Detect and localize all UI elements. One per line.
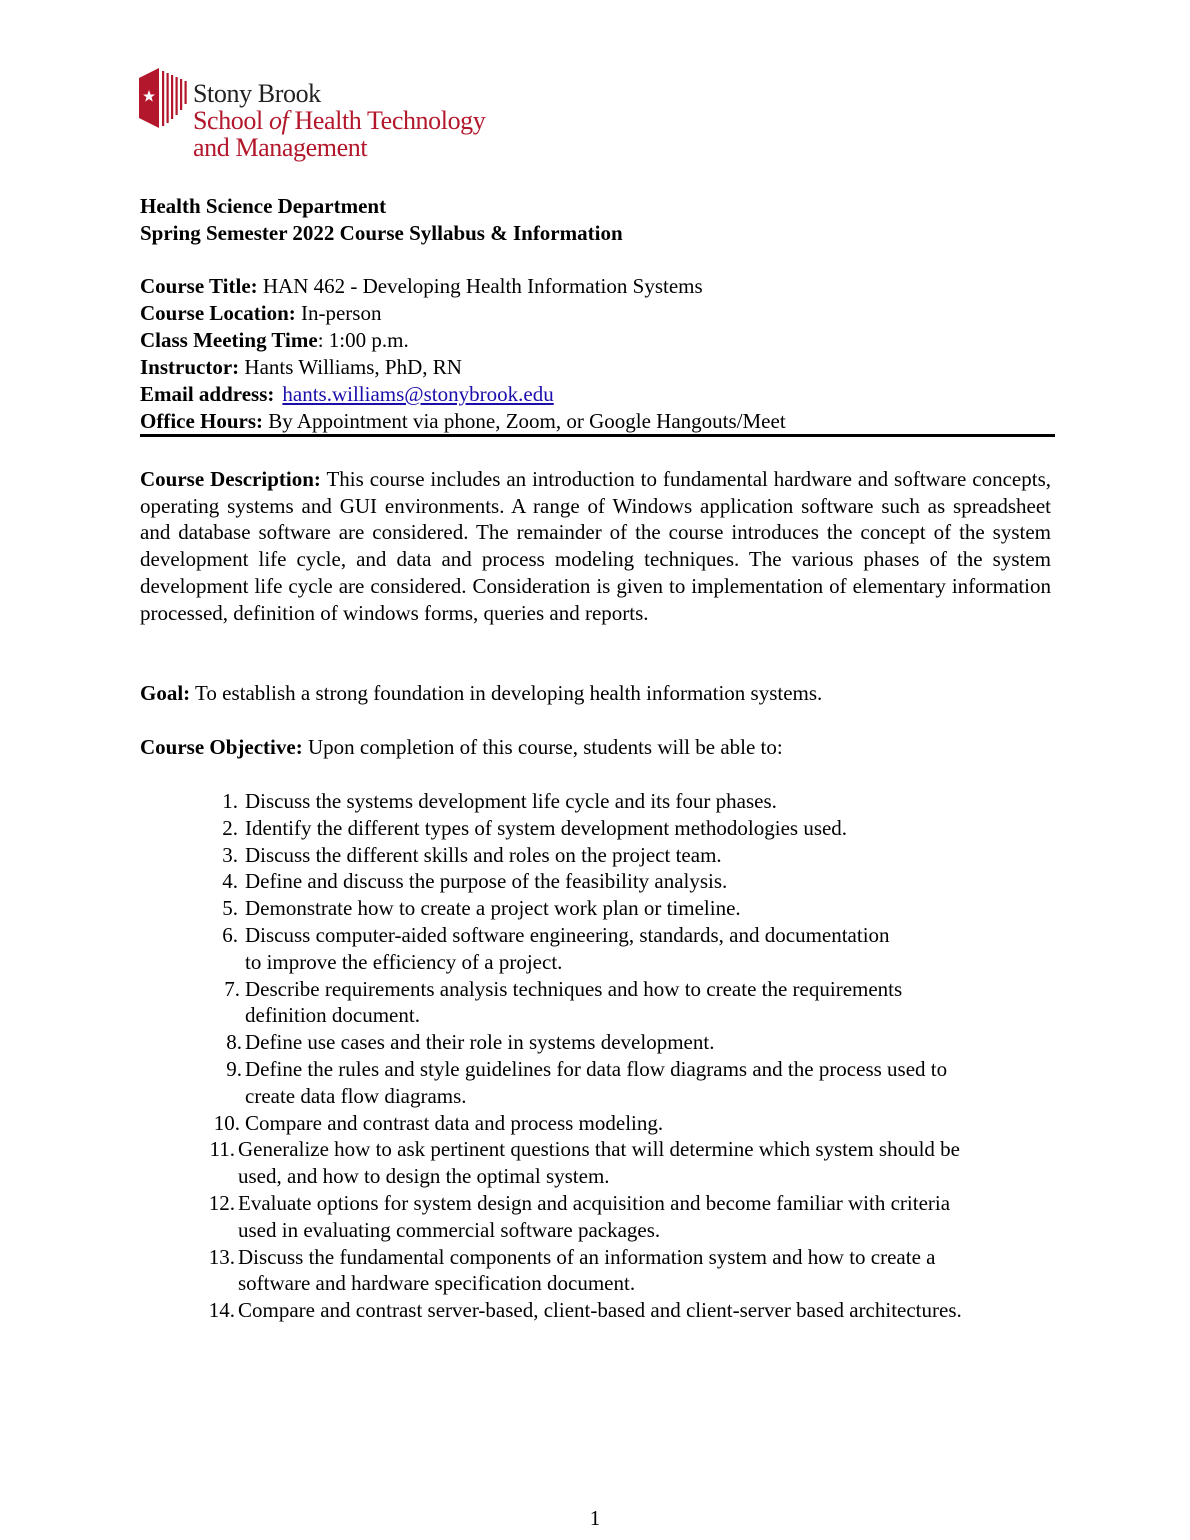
course-location-row: Course Location: In-person [140,301,382,325]
section-divider [140,434,1055,437]
list-item: 9. Define the rules and style guidelines for data flow diagrams and the process used to create data flow diagrams. [226,1056,948,1108]
logo-line-university: Stony Brook [193,79,321,108]
stony-brook-logo [139,68,539,168]
email-link[interactable]: hants.williams@stonybrook.edu [282,382,554,406]
logo-line-management: and Management [193,133,368,162]
list-item: 10. Compare and contrast data and process modeling. [213,1110,664,1135]
course-objective-intro: Course Objective: Upon completion of this course, students will be able to: [140,735,783,759]
list-item: 7. Describe requirements analysis techniques and how to create the requirements definition document. [224,976,903,1028]
list-item: 8. Define use cases and their role in systems development. [226,1030,715,1055]
list-item: 4. Define and discuss the purpose of the feasibility analysis. [222,869,728,894]
list-item: 5. Demonstrate how to create a project work plan or timeline. [222,896,741,921]
list-item: 13. Discuss the fundamental components of an information system and how to create a software and hardware specification document. [208,1244,936,1296]
list-item: 14. Compare and contrast server-based, client-based and client-server based architectures. [208,1298,962,1323]
department-heading: Health Science Department [140,194,387,218]
logo-line-school: School of Health Technology [193,106,486,135]
office-hours-row: Office Hours: By Appointment via phone, Zoom, or Google Hangouts/Meet [140,409,786,433]
list-item: 11. Generalize how to ask pertinent questions that will determine which system should be used, and how to design the optimal system. [209,1137,960,1189]
list-item: 3. Discuss the different skills and roles on the project team. [222,842,722,867]
list-item: 1. Discuss the systems development life cycle and its four phases. [222,789,777,813]
list-item: 12. Evaluate options for system design and acquisition and become familiar with criteria used in evaluating commercial software packages. [208,1190,951,1242]
semester-heading: Spring Semester 2022 Course Syllabus & Information [140,221,623,245]
instructor-row: Instructor: Hants Williams, PhD, RN [140,355,462,379]
course-title-row: Course Title: HAN 462 - Developing Health Information Systems [140,274,703,298]
page-number: 1 [589,1506,601,1530]
email-row: Email address: hants.williams@stonybrook.edu [140,382,554,406]
course-goal: Goal: To establish a strong foundation in developing health information systems. [140,681,823,705]
list-item: 6. Discuss computer-aided software engineering, standards, and documentation to improve the efficiency of a project. [222,922,890,974]
list-item: 2. Identify the different types of system development methodologies used. [222,815,848,840]
meeting-time-row: Class Meeting Time: 1:00 p.m. [140,328,409,352]
objectives-list [140,788,1060,1324]
course-info [140,273,1055,435]
course-description: Course Description: This course includes an introduction to fundamental hardware and software concepts, operating systems and GUI environments. A range of Windows application software such as spreadsheet and database software are considered. The remainder of the course introduces the concept of the system development life cycle, and data and process modeling techniques. The various phases of the system development life cycle are considered. Consideration is given to implementation of elementary information processed, definition of windows forms, queries and reports. [140,467,1051,625]
shield-logo-icon [139,68,189,128]
